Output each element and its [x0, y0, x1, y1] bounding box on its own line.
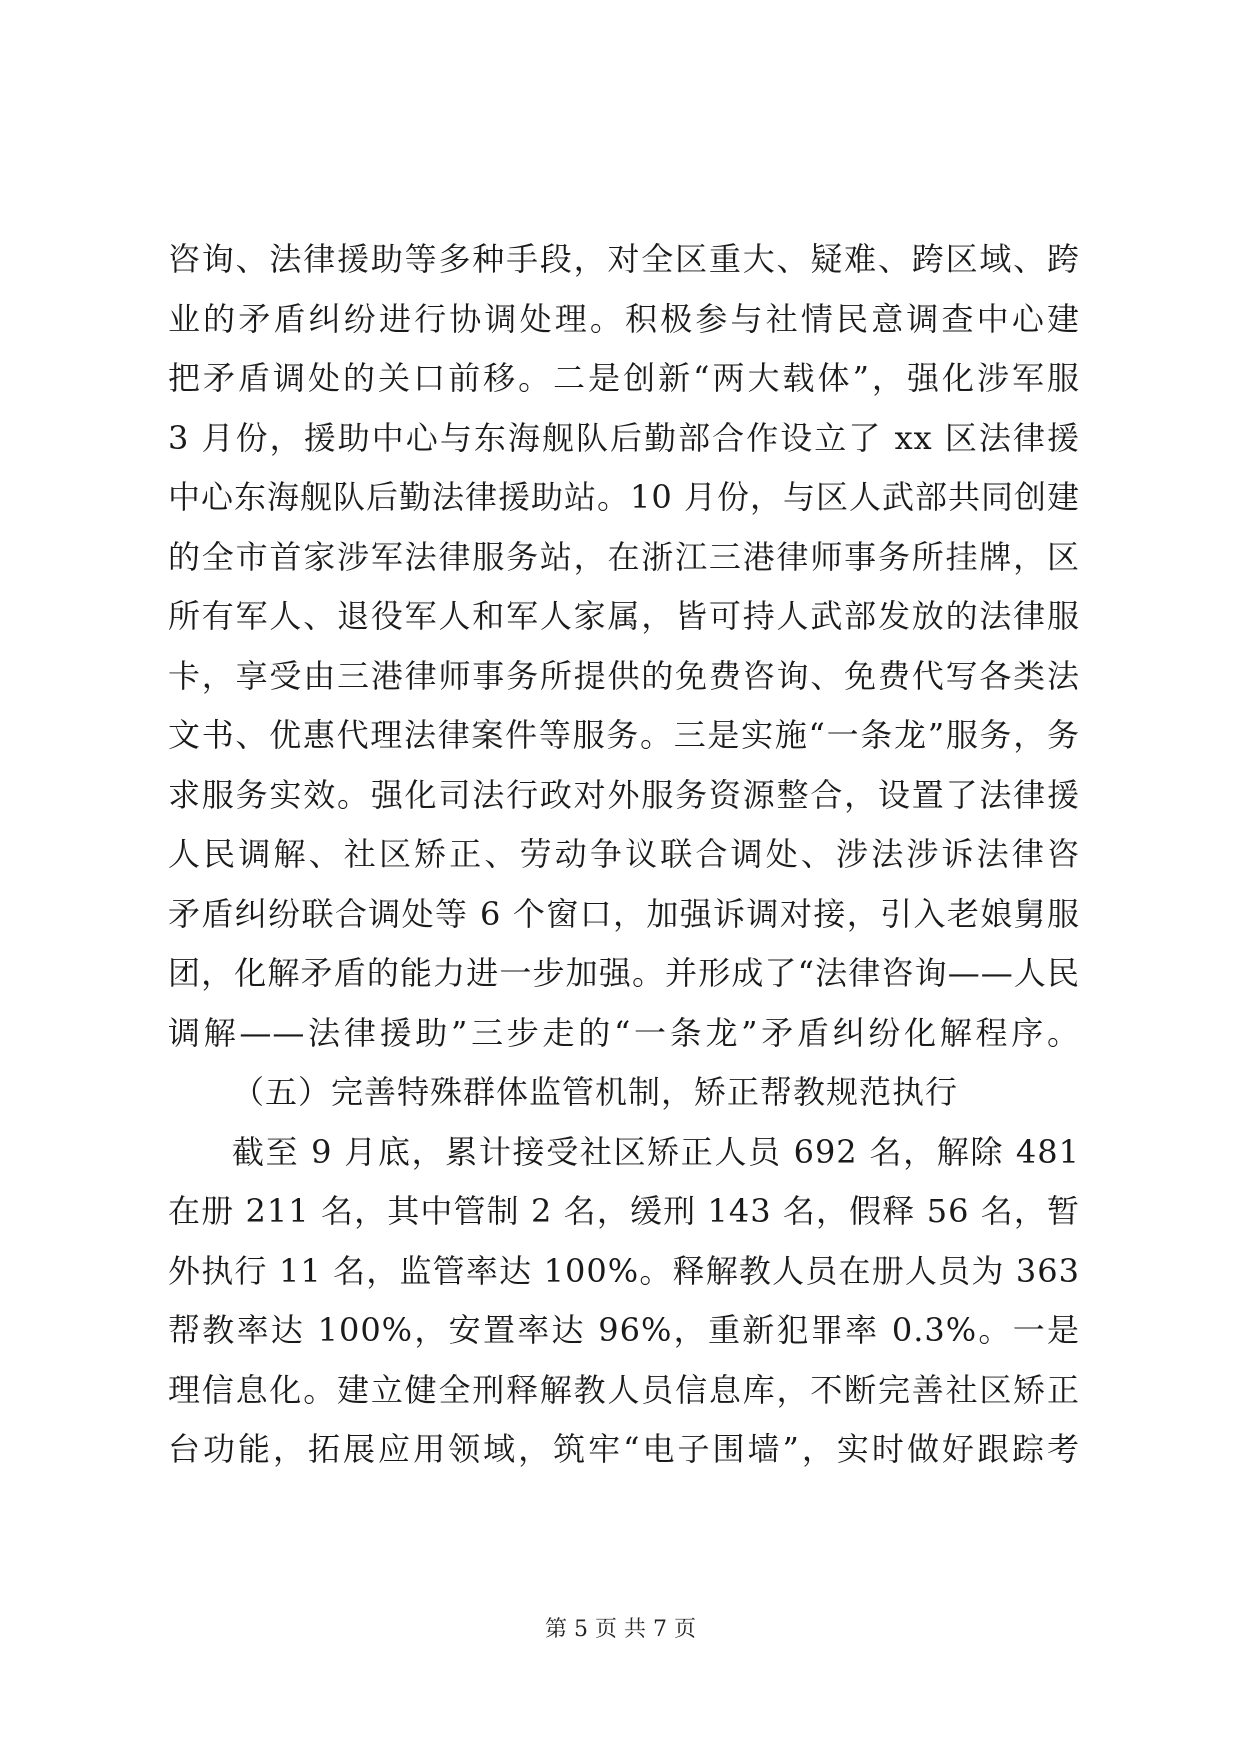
paragraph-line: 文书、优惠代理法律案件等服务。三是实施“一条龙”服务，务: [168, 716, 1080, 754]
paragraph-line: 所有军人、退役军人和军人家属，皆可持人武部发放的法律服: [168, 597, 1080, 635]
paragraph-line: 团，化解矛盾的能力进一步加强。并形成了“法律咨询——人民: [168, 954, 1080, 992]
paragraph-line: 台功能，拓展应用领域，筑牢“电子围墙”，实时做好跟踪考: [168, 1430, 1080, 1468]
paragraph-line: 3 月份，援助中心与东海舰队后勤部合作设立了 xx 区法律援: [168, 418, 1080, 457]
paragraph-line: 中心东海舰队后勤法律援助站。10 月份，与区人武部共同创建: [168, 478, 1080, 516]
paragraph-line: 的全市首家涉军法律服务站，在浙江三港律师事务所挂牌，区: [168, 537, 1080, 576]
paragraph-line: 人民调解、社区矫正、劳动争议联合调处、涉法涉诉法律咨: [168, 835, 1080, 873]
paragraph-line: 截至 9 月底，累计接受社区矫正人员 692 名，解除 481: [232, 1132, 1080, 1171]
paragraph-line: 矛盾纠纷联合调处等 6 个窗口，加强诉调对接，引入老娘舅服: [168, 894, 1080, 933]
paragraph-line: 把矛盾调处的关口前移。二是创新“两大载体”，强化涉军服: [168, 359, 1080, 397]
page-footer: 第 5 页 共 7 页: [545, 1617, 696, 1642]
paragraph-line: 业的矛盾纠纷进行协调处理。积极参与社情民意调查中心建: [168, 299, 1080, 338]
paragraph-line: 调解——法律援助”三步走的“一条龙”矛盾纠纷化解程序。: [168, 1013, 1080, 1052]
paragraph-line: 咨询、法律援助等多种手段，对全区重大、疑难、跨区域、跨: [168, 240, 1080, 278]
paragraph-line: 理信息化。建立健全刑释解教人员信息库，不断完善社区矫正: [168, 1370, 1080, 1409]
document-body: [168, 230, 1080, 1480]
paragraph-line: 卡，享受由三港律师事务所提供的免费咨询、免费代写各类法: [168, 656, 1080, 695]
paragraph-line: 帮教率达 100%，安置率达 96%，重新犯罪率 0.3%。一是: [168, 1311, 1080, 1349]
section-heading: （五）完善特殊群体监管机制，矫正帮教规范执行: [232, 1073, 959, 1111]
paragraph-line: 外执行 11 名，监管率达 100%。释解教人员在册人员为 363: [168, 1251, 1080, 1290]
paragraph-line: 在册 211 名，其中管制 2 名，缓刑 143 名，假释 56 名，暂: [168, 1192, 1080, 1230]
paragraph-line: 求服务实效。强化司法行政对外服务资源整合，设置了法律援: [168, 775, 1080, 814]
